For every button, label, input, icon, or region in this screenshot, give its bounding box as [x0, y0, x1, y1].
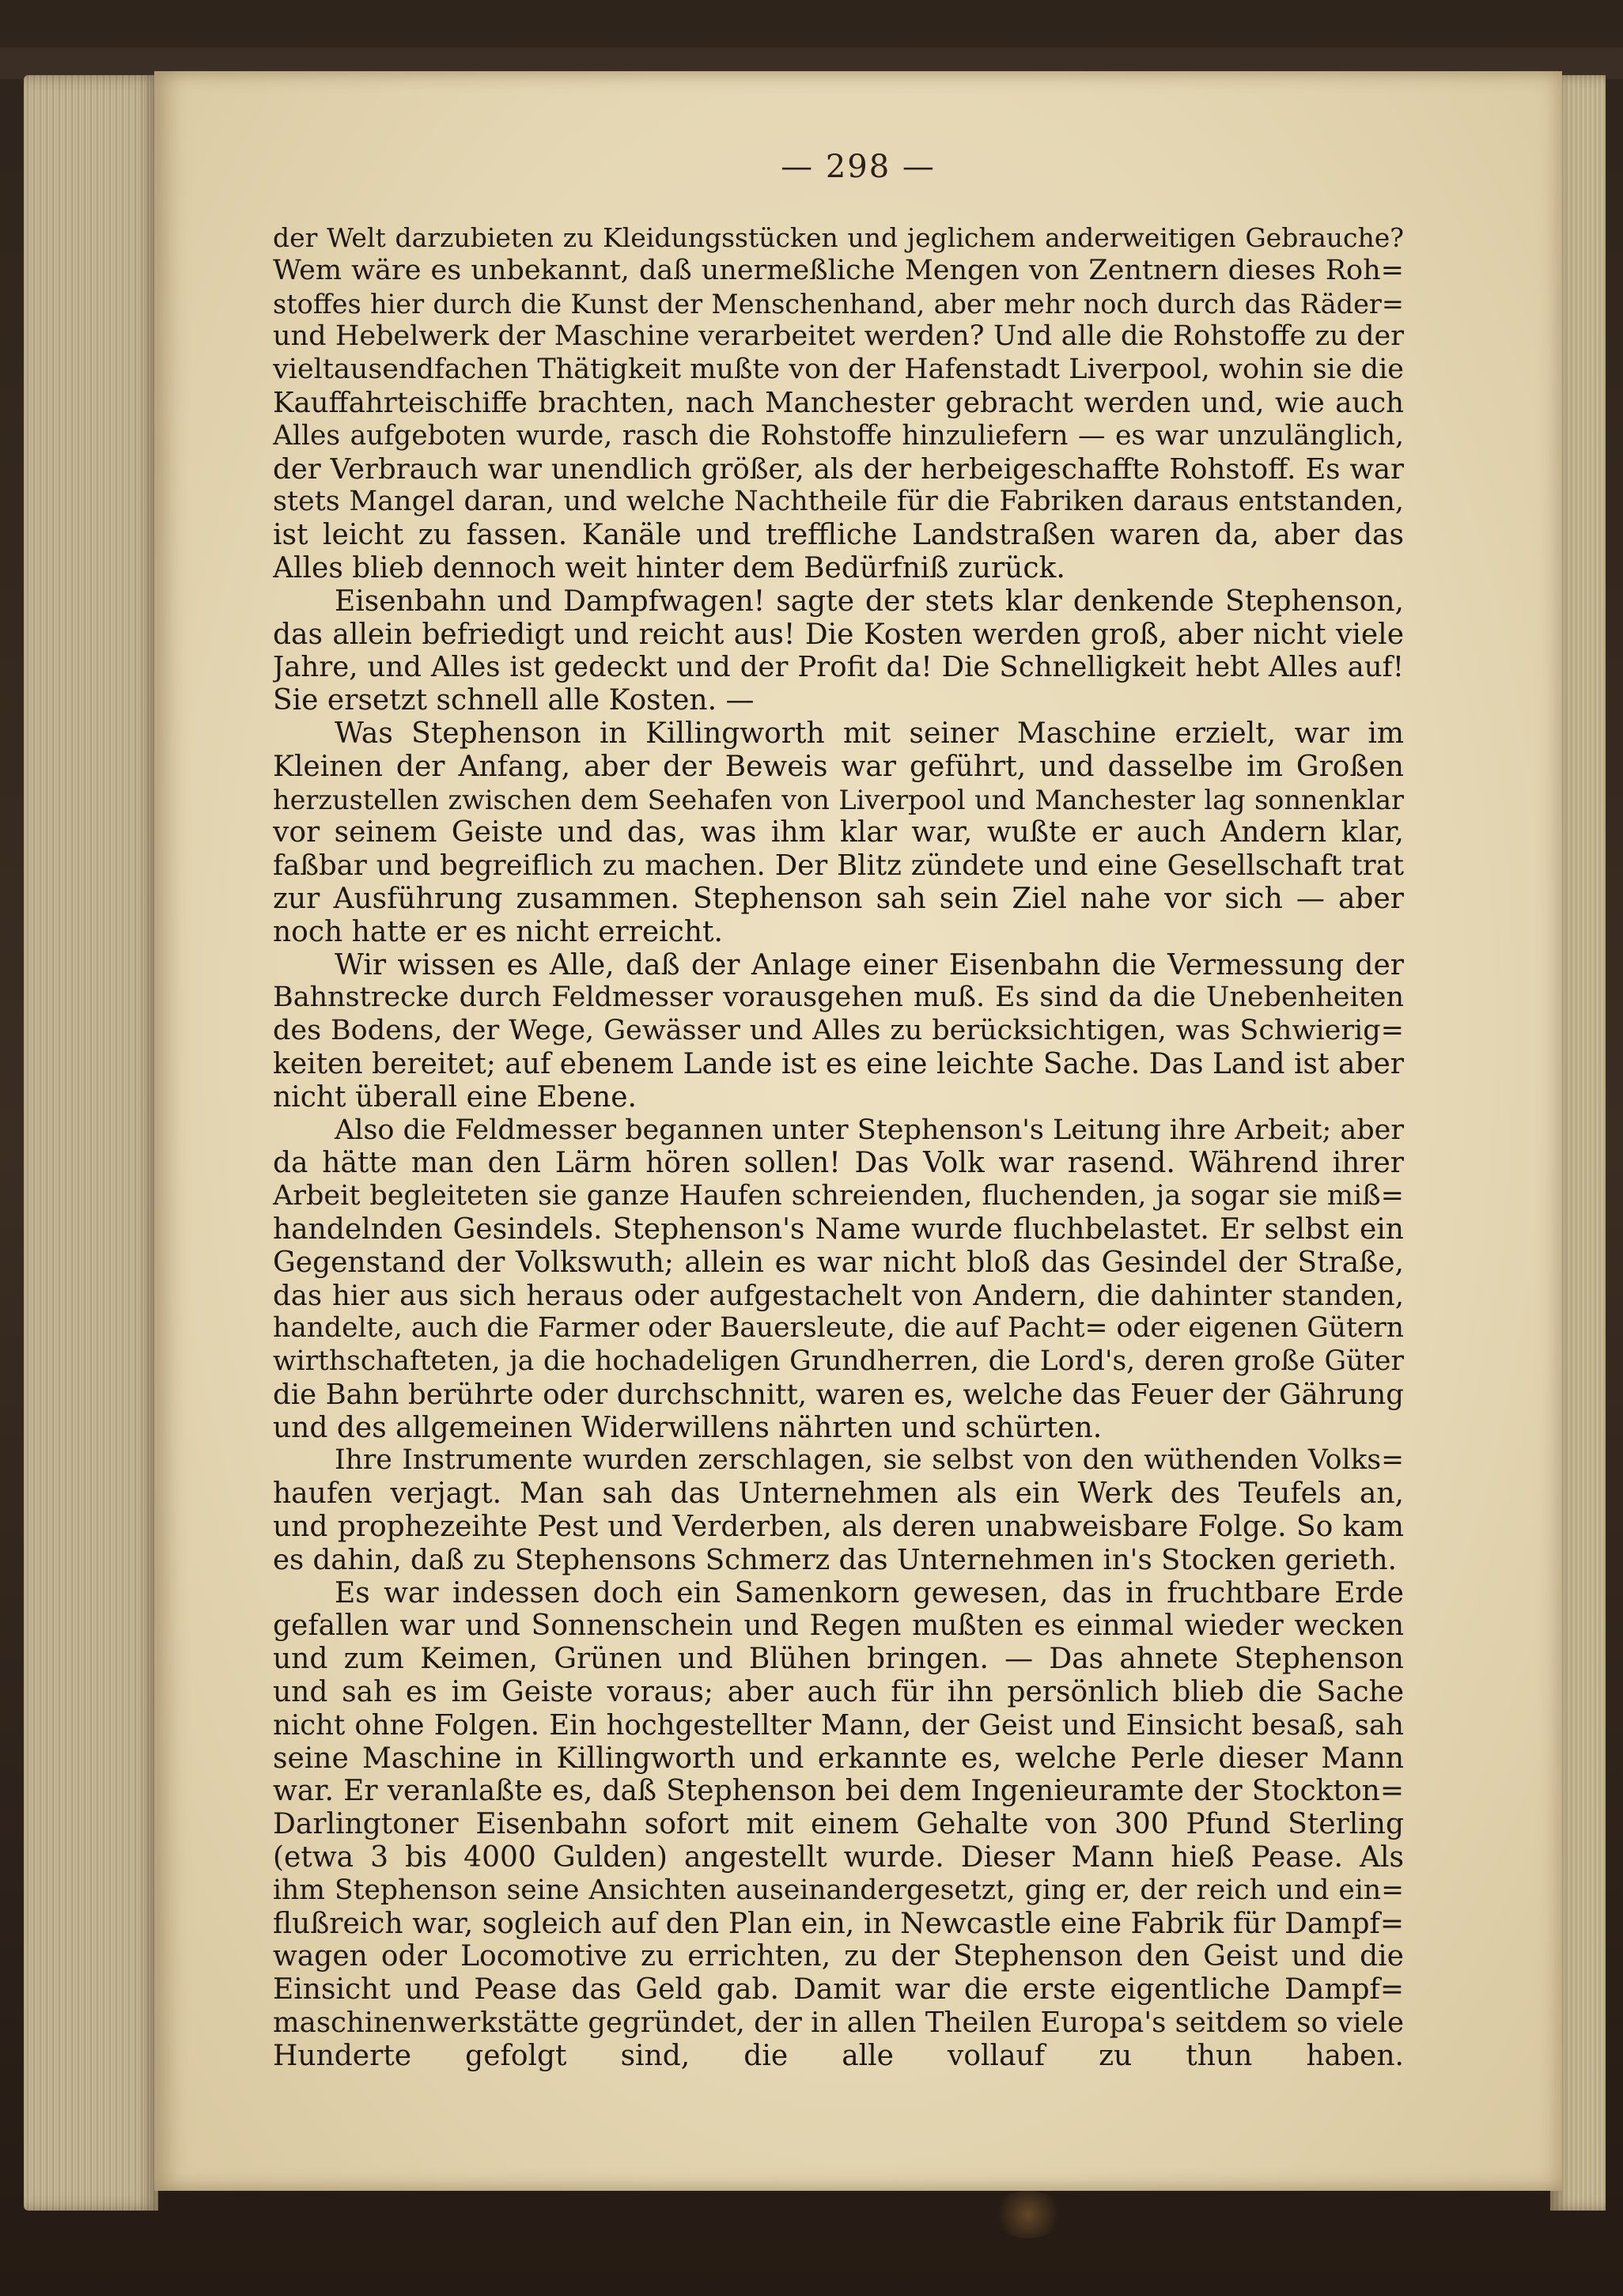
text-line: stoffes hier durch die Kunst der Menschenhand, aber mehr noch durch das Räder= [273, 288, 1404, 320]
text-line: des Bodens, der Wege, Gewässer und Alles zu berücksichtigen, was Schwierig= [273, 1015, 1404, 1047]
text-line: Hunderte gefolgt sind, die alle vollauf zu thun haben. [273, 2039, 1404, 2072]
text-line: vieltausendfachen Thätigkeit mußte von der Hafenstadt Liverpool, wohin sie die [273, 354, 1404, 386]
text-line: Alles aufgeboten wurde, rasch die Rohstoffe hinzuliefern — es war unzulänglich, [273, 419, 1404, 452]
text-line: es dahin, daß zu Stephensons Schmerz das Unternehmen in's Stocken gerieth. [273, 1543, 1397, 1576]
page-number: — 298 — [781, 149, 936, 185]
text-line: flußreich war, sogleich auf den Plan ein, in Newcastle eine Fabrik für Dampf= [273, 1907, 1404, 1940]
text-line: vor seinem Geiste und das, was ihm klar war, wußte er auch Andern klar, [273, 816, 1404, 849]
text-line: maschinenwerkstätte gegründet, der in allen Theilen Europa's seitdem so viele [273, 2007, 1404, 2040]
text-line: die Bahn berührte oder durchschnitt, waren es, welche das Feuer der Gährung [273, 1378, 1404, 1411]
text-line: noch hatte er es nicht erreicht. [273, 915, 723, 948]
text-line: seine Maschine in Killingworth und erkannte es, welche Perle dieser Mann [273, 1742, 1404, 1775]
text-line: (etwa 3 bis 4000 Gulden) angestellt wurde. Dieser Mann hieß Pease. Als [273, 1841, 1404, 1874]
text-line: handelte, auch die Farmer oder Bauersleute, die auf Pacht= oder eigenen Gütern [273, 1312, 1404, 1345]
text-line: der Welt darzubieten zu Kleidungsstücken und jeglichem anderweitigen Gebrauche? [273, 222, 1404, 253]
text-line: und sah es im Geiste voraus; aber auch für ihn persönlich blieb die Sache [273, 1676, 1404, 1709]
text-line: Wir wissen es Alle, daß der Anlage einer Eisenbahn die Vermessung der [335, 948, 1404, 982]
text-line: und Hebelwerk der Maschine verarbeitet werden? Und alle die Rohstoffe zu der [273, 320, 1404, 353]
text-line: zur Ausführung zusammen. Stephenson sah sein Ziel nahe vor sich — aber [273, 882, 1404, 915]
text-line: keiten bereitet; auf ebenem Lande ist es eine leichte Sache. Das Land ist aber [273, 1047, 1404, 1080]
text-line: nicht ohne Folgen. Ein hochgestellter Mann, der Geist und Einsicht besaß, sah [273, 1708, 1404, 1742]
text-line: Was Stephenson in Killingworth mit seiner Maschine erzielt, war im [335, 717, 1404, 750]
text-line: ihm Stephenson seine Ansichten auseinandergesetzt, ging er, der reich und ein= [273, 1874, 1404, 1906]
text-line: gefallen war und Sonnenschein und Regen mußten es einmal wieder wecken [273, 1609, 1404, 1643]
text-line: Alles blieb dennoch weit hinter dem Bedürfniß zurück. [273, 551, 1065, 584]
text-line: haufen verjagt. Man sah das Unternehmen als ein Werk des Teufels an, [273, 1477, 1404, 1511]
text-line: nicht überall eine Ebene. [273, 1080, 637, 1114]
text-line: das allein befriedigt und reicht aus! Die Kosten werden groß, aber nicht viele [273, 618, 1404, 651]
text-line: und zum Keimen, Grünen und Blühen bringen. — Das ahnete Stephenson [273, 1643, 1404, 1676]
text-line: Darlingtoner Eisenbahn sofort mit einem Gehalte von 300 Pfund Sterling [273, 1808, 1404, 1841]
text-line: Einsicht und Pease das Geld gab. Damit war die erste eigentliche Dampf= [273, 1973, 1404, 2007]
text-line: Arbeit begleiteten sie ganze Haufen schreienden, fluchenden, ja sogar sie miß= [273, 1180, 1404, 1212]
text-line: Eisenbahn und Dampfwagen! sagte der stets klar denkende Stephenson, [335, 584, 1404, 618]
text-line: Kauffahrteischiffe brachten, nach Manchester gebracht werden und, wie auch [273, 386, 1404, 419]
text-line: Es war indessen doch ein Samenkorn gewesen, das in fruchtbare Erde [335, 1576, 1404, 1609]
book-page [154, 71, 1562, 2191]
text-line: Sie ersetzt schnell alle Kosten. — [273, 684, 755, 717]
text-line: faßbar und begreiflich zu machen. Der Blitz zündete und eine Gesellschaft trat [273, 849, 1404, 883]
text-line: wagen oder Locomotive zu errichten, zu der Stephenson den Geist und die [273, 1940, 1404, 1973]
text-line: herzustellen zwischen dem Seehafen von Liverpool und Manchester lag sonnenklar [273, 784, 1404, 815]
body-text [273, 221, 1404, 2105]
text-line: Gegenstand der Volkswuth; allein es war nicht bloß das Gesindel der Straße, [273, 1246, 1404, 1279]
text-line: war. Er veranlaßte es, daß Stephenson bei dem Ingenieuramte der Stockton= [273, 1775, 1404, 1808]
text-line: Wem wäre es unbekannt, daß unermeßliche Mengen von Zentnern dieses Roh= [273, 254, 1404, 286]
text-line: wirthschafteten, ja die hochadeligen Grundherren, die Lord's, deren große Güter [273, 1345, 1404, 1378]
page-stain [993, 2191, 1064, 2238]
text-line: da hätte man den Lärm hören sollen! Das Volk war rasend. Während ihrer [273, 1147, 1404, 1180]
text-line: Also die Feldmesser begannen unter Stephenson's Leitung ihre Arbeit; aber [335, 1114, 1404, 1146]
text-line: der Verbrauch war unendlich größer, als der herbeigeschaffte Rohstoff. Es war [273, 452, 1404, 486]
text-line [273, 2073, 1404, 2106]
text-line: und prophezeihte Pest und Verderben, als deren unabweisbare Folge. So kam [273, 1511, 1404, 1544]
text-line: ist leicht zu fassen. Kanäle und treffliche Landstraßen waren da, aber das [273, 519, 1404, 552]
text-line: Ihre Instrumente wurden zerschlagen, sie selbst von den wüthenden Volks= [335, 1444, 1404, 1477]
text-line: das hier aus sich heraus oder aufgestachelt von Andern, die dahinter standen, [273, 1279, 1404, 1312]
text-line: Kleinen der Anfang, aber der Beweis war geführt, und dasselbe im Großen [273, 750, 1404, 783]
text-line: und des allgemeinen Widerwillens nährten und schürten. [273, 1411, 1103, 1444]
text-line: stets Mangel daran, und welche Nachtheile für die Fabriken daraus entstanden, [273, 486, 1404, 518]
left-page-stack [24, 75, 158, 2211]
text-line: Jahre, und Alles ist gedeckt und der Profit da! Die Schnelligkeit hebt Alles auf! [273, 651, 1404, 684]
text-line: Bahnstrecke durch Feldmesser vorausgehen muß. Es sind da die Unebenheiten [273, 982, 1404, 1014]
text-line: handelnden Gesindels. Stephenson's Name wurde fluchbelastet. Er selbst ein [273, 1212, 1404, 1246]
